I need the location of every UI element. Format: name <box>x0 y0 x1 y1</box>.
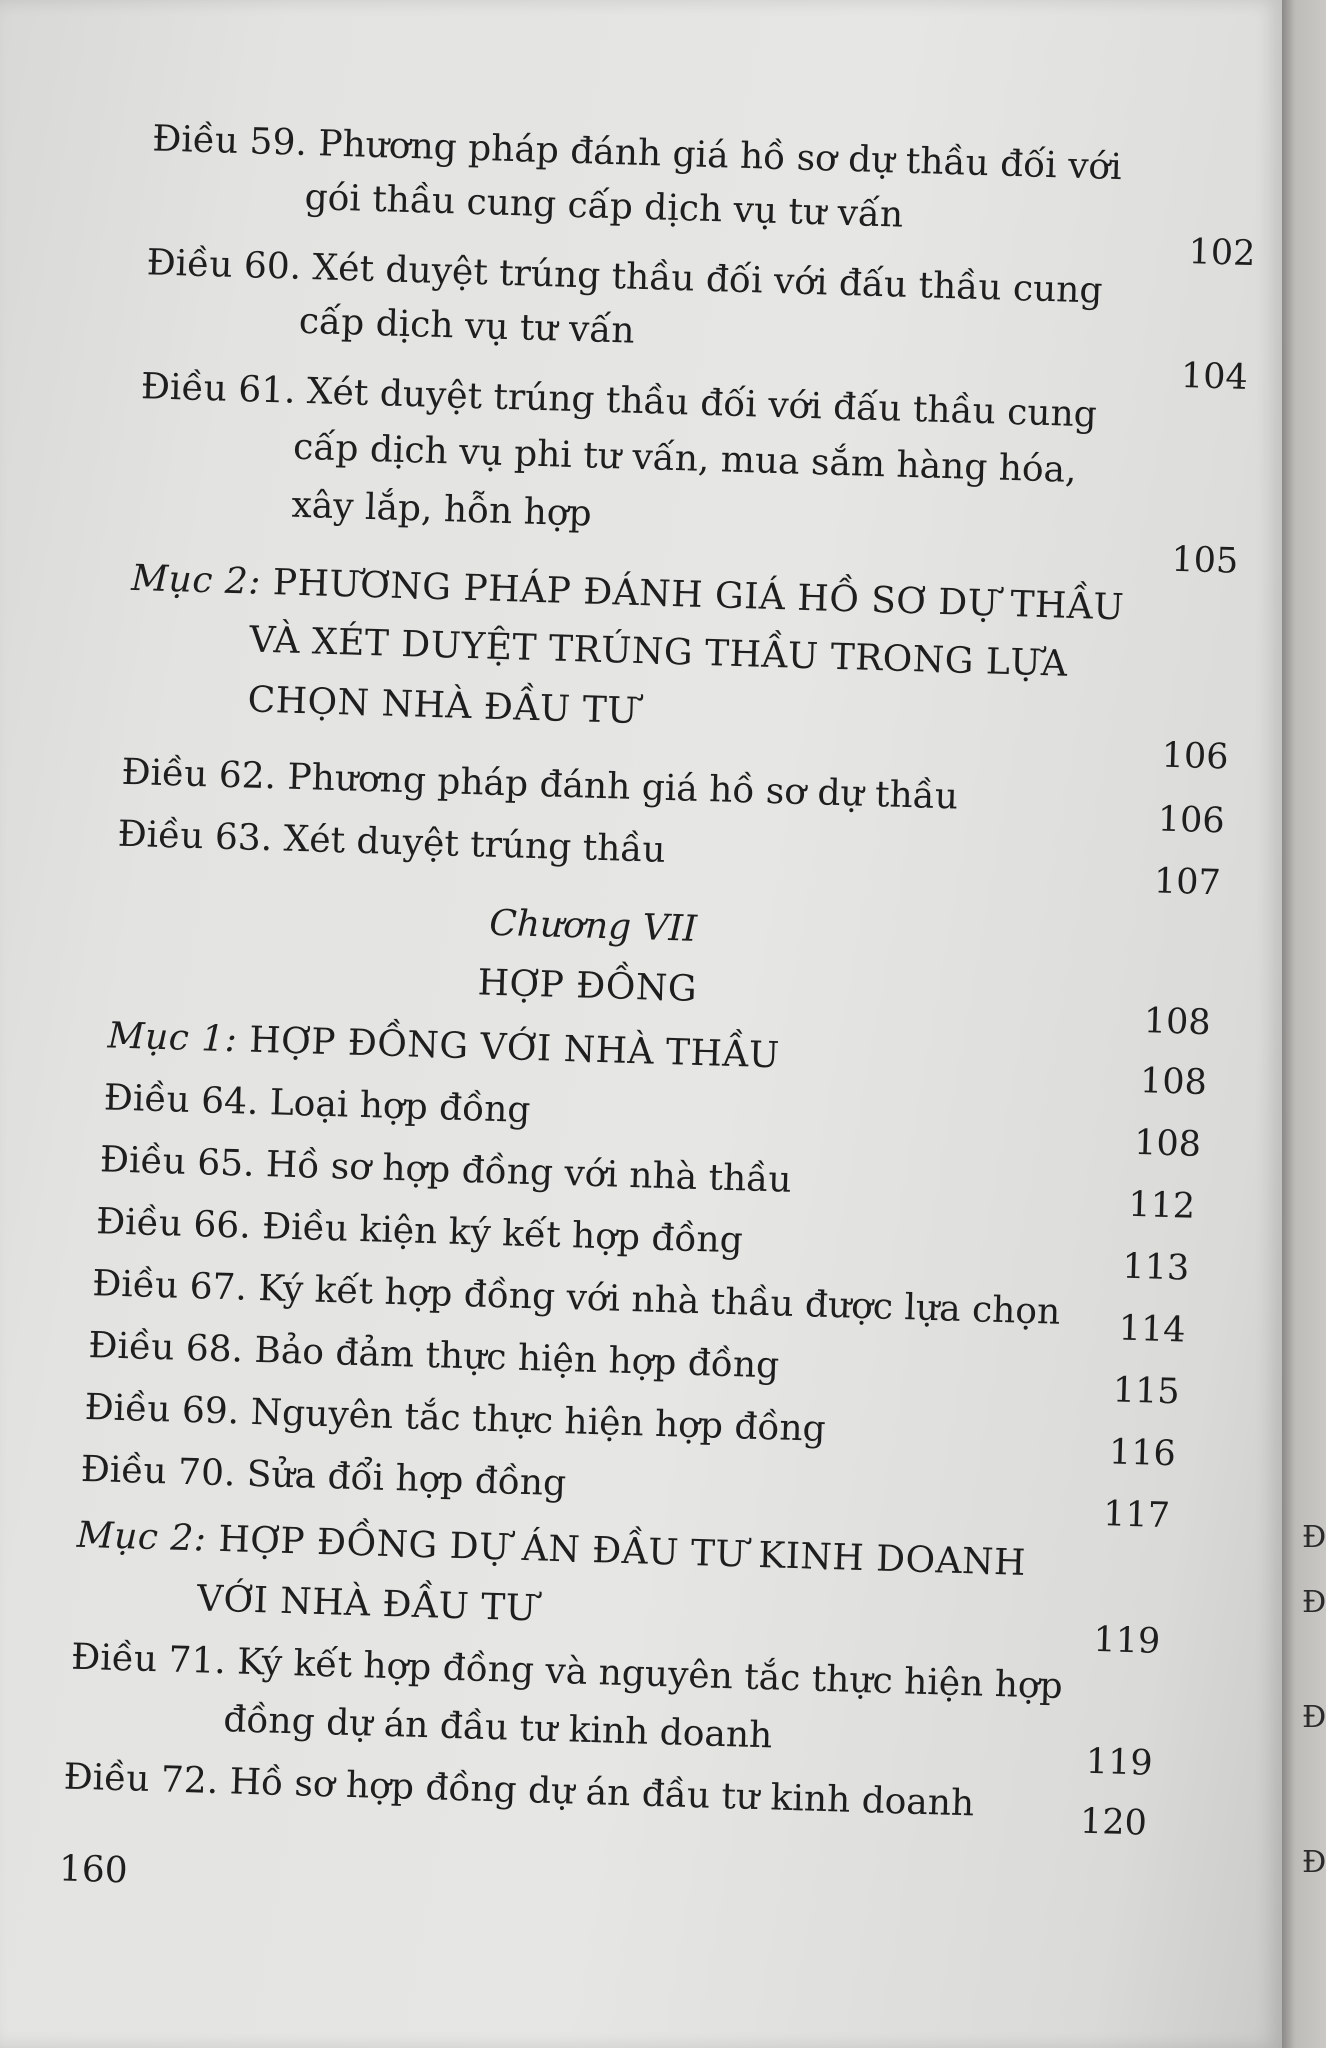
toc-entry-69 <box>84 1387 826 1451</box>
section-heading-cont <box>247 679 638 733</box>
page-ref: 112 <box>1127 1184 1196 1227</box>
article-title-line: xây lắp, hỗn hợp <box>290 484 593 535</box>
article-number: Điều 72. <box>63 1756 219 1803</box>
page-ref: 105 <box>1170 539 1239 582</box>
article-number: Điều 67. <box>91 1263 248 1309</box>
adjacent-page-glyph: Đ <box>1302 1520 1326 1555</box>
toc-entry-59 <box>152 118 1123 189</box>
section-heading <box>131 558 1125 629</box>
article-number: Điều 68. <box>87 1325 244 1371</box>
page-ref: 106 <box>1157 799 1226 842</box>
toc-entry-64 <box>103 1077 531 1132</box>
page-ref: 107 <box>1153 861 1222 904</box>
article-title: Bảo đảm thực hiện hợp đồng <box>253 1329 780 1387</box>
article-title: Nguyên tắc thực hiện hợp đồng <box>250 1391 827 1450</box>
article-number: Điều 69. <box>84 1386 240 1433</box>
article-title: Sửa đổi hợp đồng <box>246 1453 567 1505</box>
toc-entry-70 <box>80 1449 567 1505</box>
article-number: Điều 61. <box>140 366 297 412</box>
section-title-line: HỢP ĐỒNG DỰ ÁN ĐẦU TƯ KINH DOANH <box>217 1518 1027 1584</box>
toc-entry-59-cont <box>304 177 904 237</box>
adjacent-page-glyph: Đ <box>1302 1585 1326 1620</box>
article-number: Điều 60. <box>146 242 302 288</box>
page-ref: 106 <box>1161 735 1230 778</box>
toc-entry-71 <box>71 1637 1064 1708</box>
section-heading <box>76 1515 1026 1585</box>
section-title-line: PHƯƠNG PHÁP ĐÁNH GIÁ HỒ SƠ DỰ THẦU <box>272 562 1125 629</box>
article-number: Điều 62. <box>120 751 277 798</box>
toc-entry-62 <box>121 752 959 819</box>
article-title-line: đồng dự án đầu tư kinh doanh <box>222 1699 773 1757</box>
section-title-line: CHỌN NHÀ ĐẦU TƯ <box>247 679 639 733</box>
toc-entry-61-cont <box>291 485 592 536</box>
page-ref: 117 <box>1102 1494 1171 1537</box>
page-ref: 120 <box>1079 1801 1148 1844</box>
section-heading <box>107 1015 780 1077</box>
page-ref: 114 <box>1118 1308 1187 1351</box>
section-title: HỢP ĐỒNG VỚI NHÀ THẦU <box>248 1019 781 1077</box>
page-ref: 108 <box>1139 1061 1208 1104</box>
toc-entry-68 <box>88 1325 780 1387</box>
toc-entry-61 <box>140 366 1097 436</box>
article-number: Điều 65. <box>99 1139 256 1185</box>
toc-entry-61-cont <box>293 427 1078 492</box>
page-number: 160 <box>58 1848 129 1892</box>
toc-entry-60 <box>146 242 1103 312</box>
article-number: Điều 70. <box>80 1448 236 1495</box>
page-ref: 113 <box>1121 1246 1190 1289</box>
page-ref: 115 <box>1112 1370 1181 1413</box>
page-ref: 116 <box>1108 1432 1177 1475</box>
article-title-line: gói thầu cung cấp dịch vụ tư vấn <box>304 176 904 236</box>
page-ref: 108 <box>1133 1122 1202 1165</box>
article-title: Xét duyệt trúng thầu <box>283 818 667 871</box>
article-title-line: Phương pháp đánh giá hồ sơ dự thầu đối với <box>317 123 1123 189</box>
chapter-title: HỢP ĐỒNG <box>477 962 698 1010</box>
section-title-line: VỚI NHÀ ĐẦU TƯ <box>196 1578 538 1630</box>
article-number: Điều 63. <box>117 813 273 860</box>
toc-entry-63 <box>117 814 666 872</box>
article-title: Phương pháp đánh giá hồ sơ dự thầu <box>286 756 959 818</box>
section-heading-cont <box>196 1578 537 1630</box>
section-title-line: VÀ XÉT DUYỆT TRÚNG THẦU TRONG LỰA <box>248 619 1069 685</box>
article-title-line: cấp dịch vụ tư vấn <box>298 300 636 352</box>
article-number: Điều 59. <box>151 118 308 164</box>
section-label: Mục 2: <box>76 1514 208 1560</box>
article-title: Điều kiện ký kết hợp đồng <box>261 1206 744 1262</box>
page-ref: 119 <box>1085 1741 1154 1784</box>
article-title-line: Ký kết hợp đồng và nguyên tắc thực hiện hợp <box>236 1641 1064 1708</box>
toc-entry-72 <box>63 1756 975 1825</box>
article-title-line: Xét duyệt trúng thầu đối với đấu thầu cung <box>306 371 1098 436</box>
adjacent-page-glyph: Đ <box>1302 1700 1326 1735</box>
article-title: Ký kết hợp đồng với nhà thầu được lựa chọn <box>257 1268 1061 1333</box>
toc-entry-71-cont <box>223 1699 773 1757</box>
page-ref: 108 <box>1143 1001 1212 1044</box>
toc-entry-65 <box>99 1139 792 1202</box>
article-number: Điều 66. <box>95 1201 252 1247</box>
page-ref: 102 <box>1188 232 1256 275</box>
page-ref: 104 <box>1180 355 1249 398</box>
article-number: Điều 64. <box>103 1077 260 1123</box>
article-title: Hồ sơ hợp đồng với nhà thầu <box>265 1144 793 1201</box>
toc-entry-67 <box>92 1263 1061 1334</box>
chapter-label: Chương VII <box>488 902 698 950</box>
adjacent-page-glyph: Đ <box>1302 1845 1326 1880</box>
section-label: Mục 2: <box>130 557 262 603</box>
article-title-line: Hồ sơ hợp đồng dự án đầu tư kinh doanh <box>229 1761 975 1825</box>
article-title: Loại hợp đồng <box>269 1082 532 1131</box>
toc-entry-60-cont <box>298 301 635 353</box>
section-label: Mục 1: <box>107 1015 238 1061</box>
article-title-line: cấp dịch vụ phi tư vấn, mua sắm hàng hóa, <box>292 426 1078 491</box>
section-heading-cont <box>249 619 1068 685</box>
article-number: Điều 71. <box>70 1636 227 1683</box>
article-title-line: Xét duyệt trúng thầu đối với đấu thầu cung <box>312 247 1104 312</box>
page-ref: 119 <box>1092 1619 1161 1662</box>
toc-entry-66 <box>96 1201 744 1262</box>
